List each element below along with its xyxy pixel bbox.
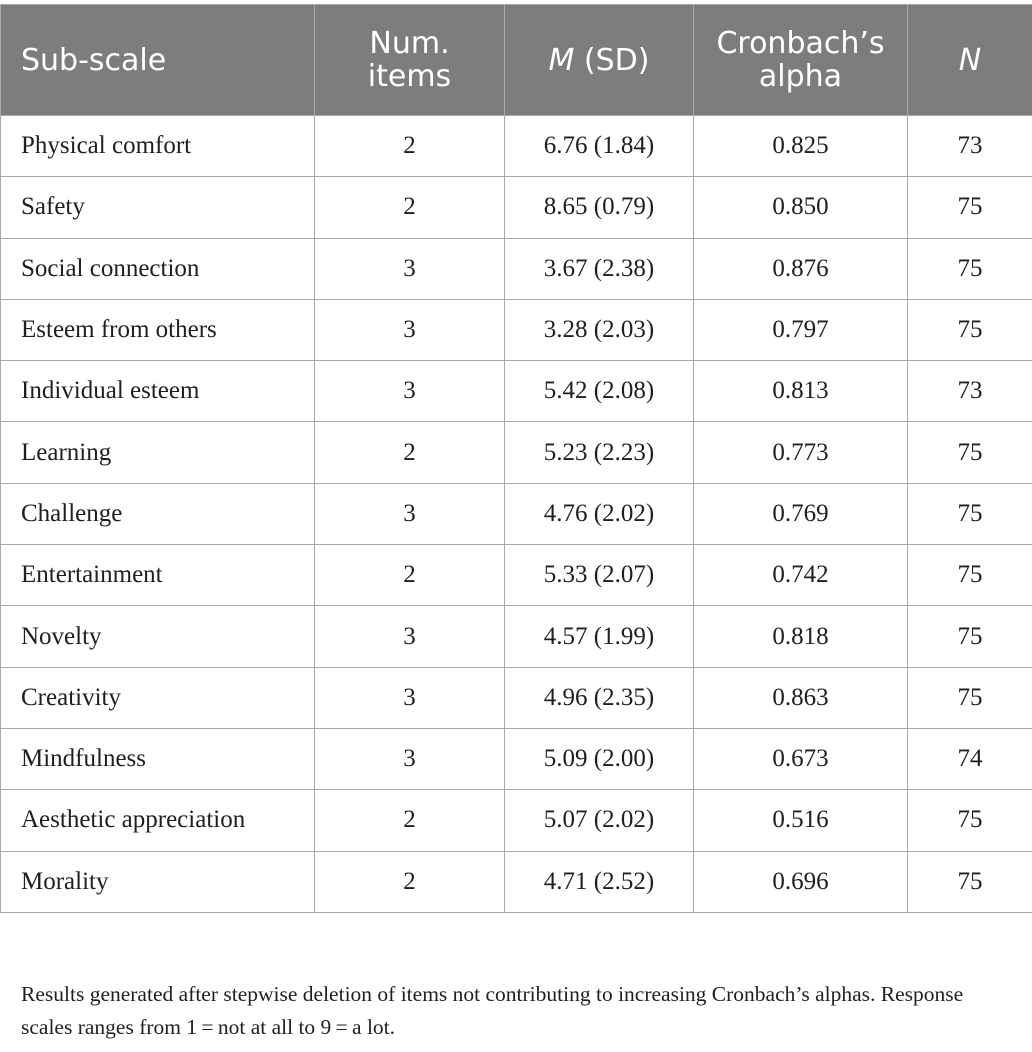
cell-cronbach-alpha: 0.876: [694, 238, 908, 299]
table-row: [1, 299, 1032, 360]
cell-cronbach-alpha: 0.769: [694, 483, 908, 544]
cell-subscale: Esteem from others: [1, 299, 315, 360]
cell-num-items: 2: [315, 851, 505, 912]
results-table: [0, 4, 1032, 913]
cell-mean-sd: 4.71 (2.52): [505, 851, 694, 912]
table-header: [1, 5, 1032, 116]
cell-cronbach-alpha: 0.850: [694, 177, 908, 238]
cell-mean-sd: 4.76 (2.02): [505, 483, 694, 544]
cell-cronbach-alpha: 0.797: [694, 299, 908, 360]
table-row: [1, 728, 1032, 789]
cell-subscale: Challenge: [1, 483, 315, 544]
cell-mean-sd: 5.09 (2.00): [505, 728, 694, 789]
cell-n: 75: [908, 238, 1032, 299]
header-row: [1, 5, 1032, 116]
cell-subscale: Novelty: [1, 606, 315, 667]
cell-n: 75: [908, 606, 1032, 667]
cell-num-items: 3: [315, 238, 505, 299]
table-row: [1, 483, 1032, 544]
cell-n: 75: [908, 545, 1032, 606]
table-row: [1, 667, 1032, 728]
cell-subscale: Entertainment: [1, 545, 315, 606]
header-num-items: Num. items: [315, 5, 505, 116]
header-mean-sd: [505, 5, 694, 116]
cell-mean-sd: 5.42 (2.08): [505, 361, 694, 422]
cell-n: 75: [908, 483, 1032, 544]
cell-n: 73: [908, 116, 1032, 177]
cell-n: 75: [908, 667, 1032, 728]
table-row: [1, 361, 1032, 422]
table-row: [1, 545, 1032, 606]
cell-cronbach-alpha: 0.516: [694, 790, 908, 851]
cell-n: 75: [908, 177, 1032, 238]
cell-n: 73: [908, 361, 1032, 422]
cell-cronbach-alpha: 0.742: [694, 545, 908, 606]
cell-num-items: 2: [315, 177, 505, 238]
cell-n: 75: [908, 790, 1032, 851]
cell-num-items: 3: [315, 483, 505, 544]
cell-mean-sd: 6.76 (1.84): [505, 116, 694, 177]
cell-subscale: Physical comfort: [1, 116, 315, 177]
cell-subscale: Social connection: [1, 238, 315, 299]
table-row: [1, 606, 1032, 667]
header-cronbach-alpha: Cronbach’s alpha: [694, 5, 908, 116]
cell-subscale: Morality: [1, 851, 315, 912]
cell-mean-sd: 5.33 (2.07): [505, 545, 694, 606]
cell-subscale: Aesthetic appreciation: [1, 790, 315, 851]
cell-mean-sd: 4.57 (1.99): [505, 606, 694, 667]
cell-cronbach-alpha: 0.673: [694, 728, 908, 789]
cell-num-items: 2: [315, 545, 505, 606]
cell-n: 75: [908, 299, 1032, 360]
cell-num-items: 3: [315, 361, 505, 422]
cell-cronbach-alpha: 0.818: [694, 606, 908, 667]
cell-mean-sd: 5.23 (2.23): [505, 422, 694, 483]
table-row: [1, 422, 1032, 483]
cell-subscale: Creativity: [1, 667, 315, 728]
cell-num-items: 3: [315, 667, 505, 728]
header-n-label: N: [958, 42, 982, 78]
cell-mean-sd: 3.28 (2.03): [505, 299, 694, 360]
cell-num-items: 3: [315, 728, 505, 789]
cell-mean-sd: 8.65 (0.79): [505, 177, 694, 238]
header-mean-label: M: [548, 42, 575, 78]
header-n: [908, 5, 1032, 116]
table-row: [1, 116, 1032, 177]
table-row: [1, 238, 1032, 299]
cell-cronbach-alpha: 0.696: [694, 851, 908, 912]
header-sd-label: (SD): [574, 42, 650, 78]
cell-n: 75: [908, 851, 1032, 912]
cell-num-items: 2: [315, 422, 505, 483]
cell-num-items: 2: [315, 116, 505, 177]
cell-cronbach-alpha: 0.825: [694, 116, 908, 177]
cell-subscale: Mindfulness: [1, 728, 315, 789]
cell-mean-sd: 4.96 (2.35): [505, 667, 694, 728]
table-body: [1, 116, 1032, 913]
cell-num-items: 3: [315, 606, 505, 667]
cell-subscale: Safety: [1, 177, 315, 238]
cell-subscale: Learning: [1, 422, 315, 483]
cell-mean-sd: 5.07 (2.02): [505, 790, 694, 851]
cell-mean-sd: 3.67 (2.38): [505, 238, 694, 299]
table-row: [1, 851, 1032, 912]
table-row: [1, 790, 1032, 851]
cell-num-items: 2: [315, 790, 505, 851]
cell-subscale: Individual esteem: [1, 361, 315, 422]
table-row: [1, 177, 1032, 238]
cell-num-items: 3: [315, 299, 505, 360]
cell-cronbach-alpha: 0.773: [694, 422, 908, 483]
cell-cronbach-alpha: 0.813: [694, 361, 908, 422]
table-footnote: Results generated after stepwise deletion of items not contributing to increasing Cronbach’s alphas. Response scales ranges from 1 = not at all to 9 = a lot.: [21, 982, 964, 1039]
header-subscale: Sub-scale: [1, 5, 315, 116]
cell-n: 75: [908, 422, 1032, 483]
cell-cronbach-alpha: 0.863: [694, 667, 908, 728]
cell-n: 74: [908, 728, 1032, 789]
